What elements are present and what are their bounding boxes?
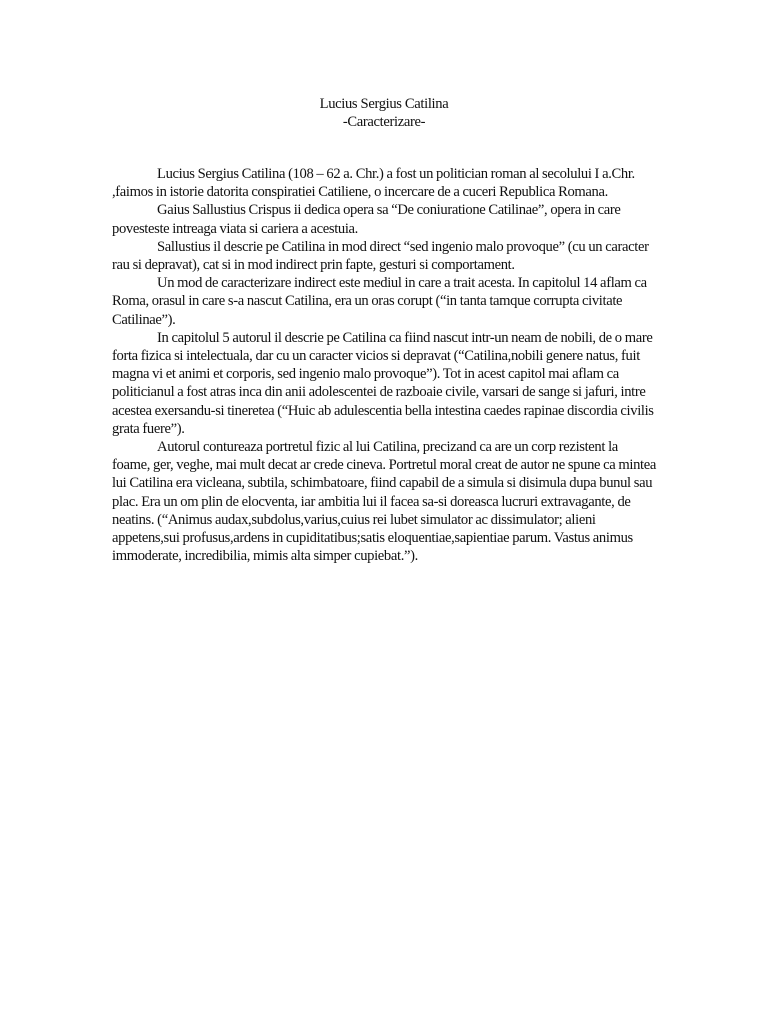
paragraph-portrait: Autorul contureaza portretul fizic al lui Catilina, precizand ca are un corp rezistent la foame, ger, veghe, mai mult decat ar crede cineva. Portretul moral creat de autor ne spune ca mintea lui Catilina era vicleana, subtila, schimbatoare, fiind capabil de a simula si disimula dupa bunul sau plac. Era un om plin de elocventa, iar ambitia lui il facea sa-si doreasca lucruri extravagante, de neatins. (“Animus audax,subdolus,varius,cuius rei lubet simulator ac dissimulator; alieni appetens,sui profusus,ardens in cupiditatibus;satis eloquentiae,sapientiae parum. Vastus animus immoderate, incredibilia, mimis alta simper cupiebat.”). <box>112 439 657 565</box>
paragraph-chapter-5: In capitolul 5 autorul il descrie pe Catilina ca fiind nascut intr-un neam de nobili, de o mare forta fizica si intelectuala, dar cu un caracter vicios si depravat (“Catilina,nobili genere natus, fuit magna vi et animi et corporis, sed ingenio malo provoque”). Tot in acest capitol mai aflam ca politicianul a fost atras inca din anii adolescentei de razboaie civile, varsari de sange si jafuri, intre acestea exersandu-si tineretea (“Huic ab adulescentia bella intestina caedes rapinae discordia civilis grata fuere”). <box>112 329 654 437</box>
paragraph-direct-characterization: Sallustius il descrie pe Catilina in mod direct “sed ingenio malo provoque” (cu un caracter rau si depravat), cat si in mod indirect prin fapte, gesturi si comportament. <box>112 238 649 274</box>
paragraph-environment: Un mod de caracterizare indirect este mediul in care a trait acesta. In capitolul 14 aflam ca Roma, orasul in care s-a nascut Catilina, era un oras corupt (“in tanta tamque corrupta civitate Catilinae”). <box>112 275 647 328</box>
paragraph-intro: Lucius Sergius Catilina (108 – 62 a. Chr.) a fost un politician roman al secolului I a.Chr. ,faimos in istorie datorita conspiratiei Catiliene, o incercare de a cuceri Republica Romana. <box>112 166 635 201</box>
page-subtitle: -Caracterizare- <box>342 114 426 131</box>
page-title: Lucius Sergius Catilina <box>319 96 449 112</box>
document-heading <box>0 95 768 131</box>
document-body <box>112 165 657 565</box>
paragraph-sallustius-work: Gaius Sallustius Crispus ii dedica opera sa “De coniuratione Catilinae”, opera in care povesteste intreaga viata si cariera a acestuia. <box>112 202 621 237</box>
